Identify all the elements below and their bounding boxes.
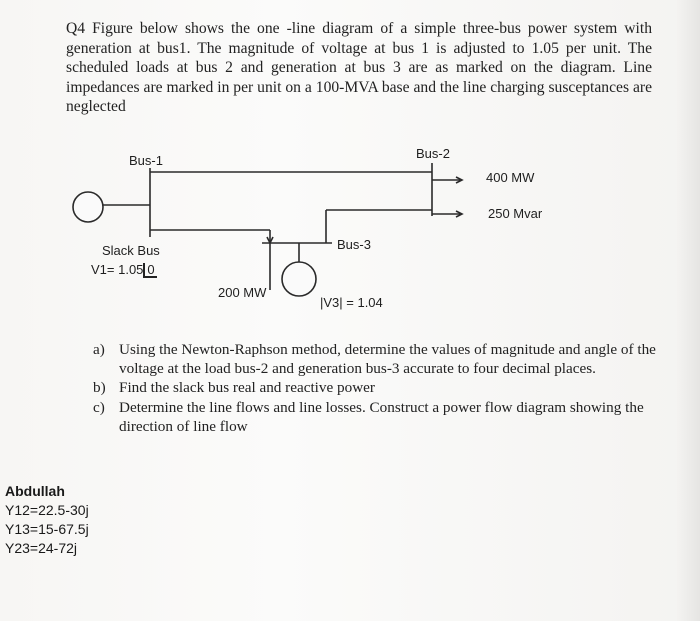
y13-value: Y13=15-67.5j — [5, 521, 89, 537]
one-line-diagram — [0, 130, 700, 320]
slack-bus-label: Slack Bus — [102, 243, 160, 258]
v1-label — [91, 262, 157, 278]
question-parts — [93, 340, 678, 436]
load-p-label: 400 MW — [486, 170, 535, 185]
bus1-label: Bus-1 — [129, 153, 163, 168]
bus3-label: Bus-3 — [337, 237, 371, 252]
v3-label: |V3| = 1.04 — [320, 295, 383, 310]
gen3-label: 200 MW — [218, 285, 267, 300]
admittance-notes — [5, 482, 89, 558]
y23-value: Y23=24-72j — [5, 540, 78, 556]
part-c — [93, 398, 678, 436]
part-text: Find the slack bus real and reactive power — [119, 379, 375, 397]
part-text: Using the Newton-Raphson method, determine the values of magnitude and angle of the voltage at the load bus-2 and generation bus-3 accurate to four decimal places. — [119, 341, 656, 378]
part-letter: c) — [93, 398, 105, 416]
bus2-label: Bus-2 — [416, 146, 450, 161]
y12-value: Y12=22.5-30j — [5, 502, 89, 518]
v1-angle: 0 — [143, 263, 156, 278]
part-b — [93, 378, 678, 397]
part-letter: b) — [93, 379, 106, 397]
part-text: Determine the line flows and line losses. Construct a power flow diagram showing the direction of line flow — [119, 398, 644, 435]
load-q-label: 250 Mvar — [488, 206, 543, 221]
generator-bus3-icon — [282, 262, 316, 296]
generator-bus1-icon — [73, 192, 103, 222]
v1-value: V1= 1.05 — [91, 262, 144, 277]
part-a — [93, 340, 678, 378]
part-letter: a) — [93, 341, 105, 358]
question-text: Q4 Figure below shows the one -line diagram of a simple three-bus power system with generation at bus1. The magnitude of voltage at bus 1 is adjusted to 1.05 per unit. The scheduled loads at bus 2 and generation at bus 3 are as marked on the diagram. Line impedances are marked in per unit on a 100-MVA base and the line charging susceptances are neglected — [66, 20, 652, 115]
student-name: Abdullah — [5, 483, 65, 499]
